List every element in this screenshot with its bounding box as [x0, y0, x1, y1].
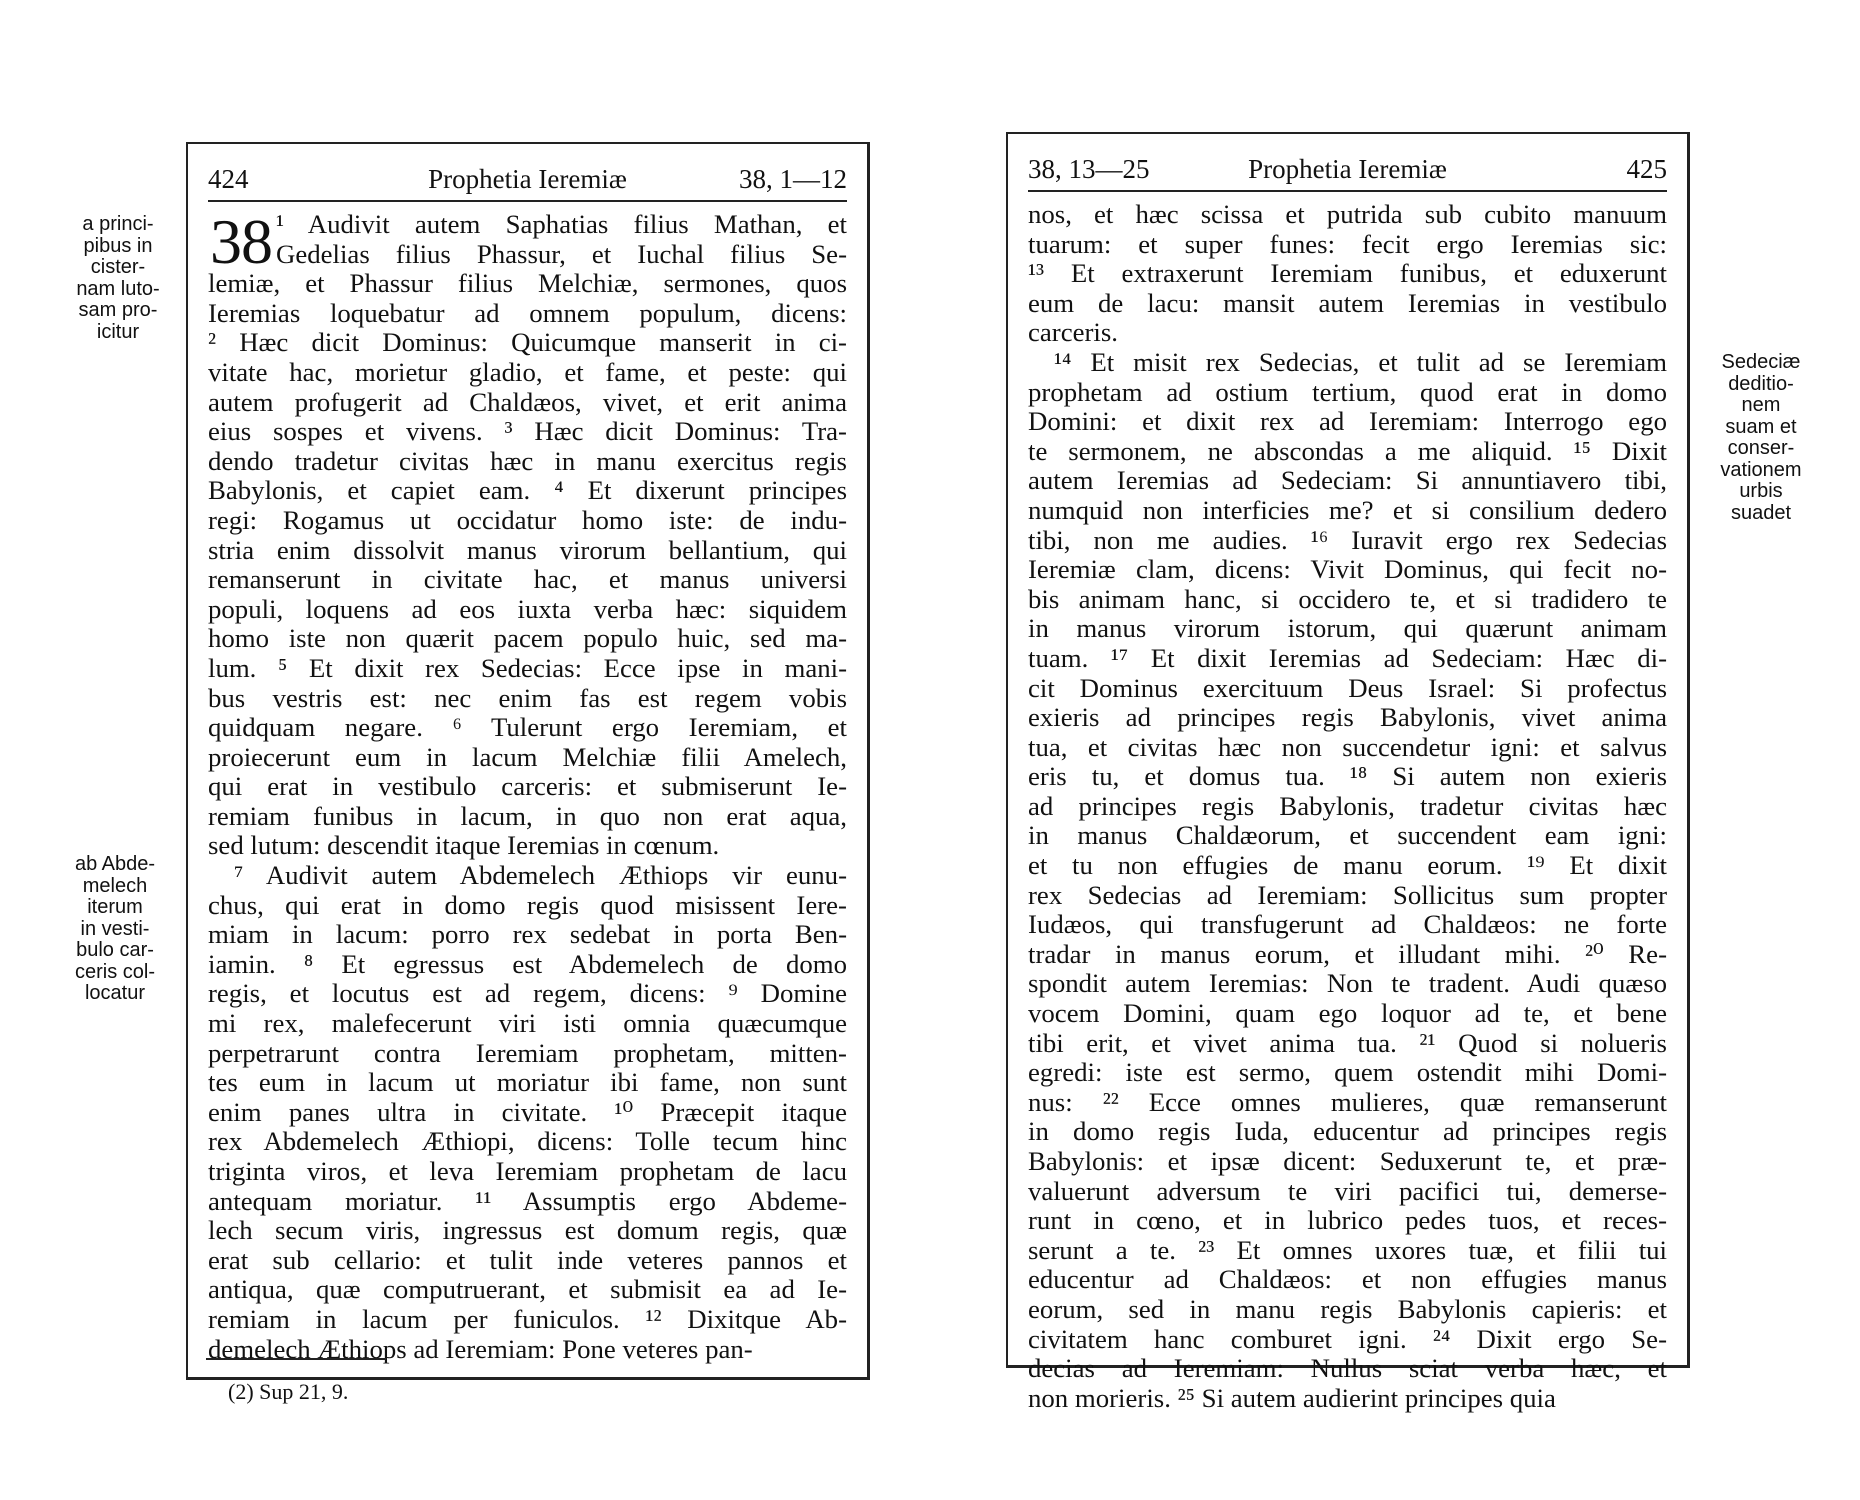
text-line: spondit autem Ieremias: Non te tradent. Audi quæso	[1028, 969, 1667, 999]
margin-note-line: deditio-	[1728, 372, 1794, 395]
text-line: educentur ad Chaldæos: et non effugies manus	[1028, 1265, 1667, 1295]
text-line: prophetam ad ostium tertium, quod erat in domo	[1028, 377, 1667, 407]
page-number: 424	[208, 164, 249, 194]
verse-range: 38, 13—25	[1028, 154, 1150, 184]
text-line: proiecerunt eum in lacum Melchiæ filii Amelech,	[208, 742, 847, 772]
text-line: exieris ad principes regis Babylonis, vivet anima	[1028, 703, 1667, 733]
right-page-header	[1028, 148, 1667, 192]
text-line: Ieremiæ clam, dicens: Vivit Dominus, qui fecit no-	[1028, 555, 1667, 585]
text-line: serunt a te. ²³ Et omnes uxores tuæ, et filii tui	[1028, 1235, 1667, 1265]
margin-note-line: vationem	[1720, 458, 1802, 481]
text-line: dendo tradetur civitas hæc in manu exercitus regis	[208, 446, 847, 476]
text-line: tuarum: et super funes: fecit ergo Ieremias sic:	[1028, 229, 1667, 259]
text-line: lemiæ, et Phassur filius Melchiæ, sermones, quos	[208, 269, 847, 299]
margin-note-line: ceris col-	[74, 960, 155, 983]
text-line: numquid non interficies me? et si consilium dedero	[1028, 495, 1667, 525]
text-line: eorum, sed in manu regis Babylonis capieris: et	[1028, 1294, 1667, 1324]
text-line: in manus virorum istorum, qui quærunt animam	[1028, 614, 1667, 644]
text-line: miam in lacum: porro rex sedebat in porta Ben-	[208, 920, 847, 950]
verse-range: 38, 1—12	[739, 164, 847, 194]
text-line: civitatem hanc comburet igni. ²⁴ Dixit ergo Se-	[1028, 1324, 1667, 1354]
margin-note-line: sam pro-	[78, 299, 158, 321]
text-line: runt in cœno, et in lubrico pedes tuos, et reces-	[1028, 1206, 1667, 1236]
margin-note-left-1	[62, 214, 174, 343]
text-line: egredi: iste est sermo, quem ostendit mihi Domi-	[1028, 1058, 1667, 1088]
text-line: valuerunt adversum te viri pacifici tui, demerse-	[1028, 1176, 1667, 1206]
right-page	[1006, 132, 1690, 1413]
margin-note-line: urbis	[1739, 480, 1783, 502]
margin-note-line: nam luto-	[76, 277, 160, 300]
text-line: Babylonis, et capiet eam. ⁴ Et dixerunt principes	[208, 476, 847, 506]
text-line: tua, et civitas hæc non succendetur igni: et salvus	[1028, 732, 1667, 762]
text-line: lech secum viris, ingressus est domum regis, quæ	[208, 1216, 847, 1246]
text-line: remanserunt in civitate hac, et manus universi	[208, 565, 847, 595]
running-title: Prophetia Ieremiæ	[1248, 154, 1447, 184]
text-line: non morieris. ²⁵ Si autem audierint principes quia	[1028, 1383, 1556, 1413]
text-line: ¹³ Et extraxerunt Ieremiam funibus, et eduxerunt	[1028, 259, 1667, 289]
text-line: triginta viros, et leva Ieremiam prophetam de lacu	[208, 1157, 847, 1186]
text-line: decias ad Ieremiam: Nullus sciat verba hæc, et	[1028, 1354, 1667, 1384]
text-line: erat sub cellario: et tulit inde veteres pannos et	[208, 1245, 847, 1275]
text-line: iamin. ⁸ Et egressus est Abdemelech de domo	[208, 949, 847, 979]
text-line: nos, et hæc scissa et putrida sub cubito manuum	[1028, 200, 1667, 229]
text-line: remiam funibus in lacum, in quo non erat aqua,	[208, 801, 847, 831]
margin-note-left-2	[56, 854, 174, 1005]
text-line: regis, et locutus est ad regem, dicens: ⁹ Domine	[208, 979, 847, 1009]
text-line: Babylonis: et ipsæ dicent: Seduxerunt te, et præ-	[1028, 1147, 1667, 1176]
text-line: ad principes regis Babylonis, tradetur civitas hæc	[1028, 791, 1667, 821]
margin-note-line: conser-	[1727, 437, 1795, 459]
text-line: eum de lacu: mansit autem Ieremias in vestibulo	[1028, 288, 1667, 318]
text-line: Ieremias loquebatur ad omnem populum, dicens:	[208, 298, 847, 328]
text-line: mi rex, malefecerunt viri isti omnia quæcumque	[208, 1009, 847, 1039]
margin-note-line: iterum	[87, 896, 143, 918]
text-line: in manus Chaldæorum, et succendent eam igni:	[1028, 821, 1667, 851]
margin-note-line: pibus in	[83, 234, 153, 257]
text-line: tibi erit, et vivet anima tua. ²¹ Quod si nolueris	[1028, 1028, 1667, 1058]
text-line: ¹⁴ Et misit rex Sedecias, et tulit ad se Ieremiam	[1054, 347, 1667, 377]
text-line: rex Sedecias ad Ieremiam: Sollicitus sum propter	[1028, 880, 1667, 910]
text-line: vitate hac, morietur gladio, et fame, et peste: qui	[208, 357, 847, 387]
text-line: ¹ Audivit autem Saphatias filius Mathan, et	[276, 210, 847, 239]
text-line: quidquam negare. ⁶ Tulerunt ergo Ieremiam, et	[208, 713, 847, 743]
running-title: Prophetia Ieremiæ	[428, 164, 627, 194]
text-line: tes eum in lacum ut moriatur ibi fame, non sunt	[208, 1068, 847, 1098]
margin-note-line: ab Abde-	[74, 853, 156, 875]
text-line: bis animam hanc, si occidero te, et si tradidero te	[1028, 584, 1667, 614]
text-line: qui erat in vestibulo carceris: et submiserunt Ie-	[208, 772, 847, 802]
text-line: tibi, non me audies. ¹⁶ Iuravit ergo rex Sedecias	[1028, 525, 1667, 555]
text-line: autem Ieremias ad Sedeciam: Si annuntiavero tibi,	[1028, 466, 1667, 496]
left-page-header	[208, 158, 847, 202]
text-line: vocem Domini, quam ego loquor ad te, et bene	[1028, 999, 1667, 1029]
text-line: rex Abdemelech Æthiopi, dicens: Tolle tecum hinc	[208, 1127, 847, 1157]
text-line: homo iste non quærit pacem populo huic, sed ma-	[208, 624, 847, 654]
text-line: lum. ⁵ Et dixit rex Sedecias: Ecce ipse in mani-	[208, 653, 847, 683]
margin-note-right-1	[1706, 352, 1816, 524]
text-line: in domo regis Iuda, educentur ad principes regis	[1028, 1117, 1667, 1147]
text-line: perpetrarunt contra Ieremiam prophetam, mitten-	[208, 1038, 847, 1068]
text-line: ² Hæc dicit Dominus: Quicumque manserit in ci-	[208, 328, 847, 358]
margin-note-line: bulo car-	[76, 939, 154, 961]
text-line: remiam in lacum per funiculos. ¹² Dixitque Ab-	[208, 1304, 847, 1334]
left-page-body	[208, 206, 847, 1364]
text-line: tradar in manus eorum, et illudant mihi. ²⁰ Re-	[1028, 939, 1667, 969]
margin-note-line: in vesti-	[80, 917, 150, 940]
text-line: antiqua, quæ computruerant, et submisit ea ad Ie-	[208, 1275, 847, 1305]
margin-note-line: a princi-	[82, 213, 154, 235]
chapter-number: 38	[210, 206, 272, 277]
text-line: te sermonem, ne abscondas a me aliquid. ¹⁵ Dixit	[1028, 436, 1667, 466]
text-line: stria enim dissolvit manus virorum bellantium, qui	[208, 535, 847, 565]
footnote: (2) Sup 21, 9.	[228, 1379, 349, 1404]
text-line: regi: Rogamus ut occidatur homo iste: de indu-	[208, 505, 847, 535]
text-line: enim panes ultra in civitate. ¹⁰ Præcepit itaque	[208, 1097, 847, 1127]
text-line: Iudæos, qui transfugerunt ad Chaldæos: ne forte	[1028, 910, 1667, 940]
text-line: sed lutum: descendit itaque Ieremias in cœnum.	[208, 831, 720, 861]
right-page-body	[1028, 200, 1667, 1413]
text-line: bus vestris est: nec enim fas est regem vobis	[208, 683, 847, 713]
margin-note-line: suadet	[1730, 501, 1792, 524]
margin-note-line: nem	[1741, 394, 1781, 416]
text-line: eris tu, et domus tua. ¹⁸ Si autem non exieris	[1028, 762, 1667, 792]
text-line: Gedelias filius Phassur, et Iuchal filius Se-	[276, 239, 847, 269]
text-line: demelech Æthiops ad Ieremiam: Pone veteres pan-	[208, 1334, 753, 1364]
margin-note-line: locatur	[84, 982, 146, 1004]
text-line: chus, qui erat in domo regis quod misissent Iere-	[208, 890, 847, 920]
text-line: Domini: et dixit rex ad Ieremiam: Interrogo ego	[1028, 407, 1667, 437]
text-line: autem profugerit ad Chaldæos, vivet, et erit anima	[208, 387, 847, 417]
text-line: tuam. ¹⁷ Et dixit Ieremias ad Sedeciam: Hæc di-	[1028, 643, 1667, 673]
margin-note-line: melech	[82, 874, 148, 897]
text-line: antequam moriatur. ¹¹ Assumptis ergo Abdeme-	[208, 1186, 847, 1216]
text-line: et tu non effugies de manu eorum. ¹⁹ Et dixit	[1028, 851, 1667, 881]
margin-note-line: Sedeciæ	[1721, 351, 1801, 373]
margin-note-line: suam et	[1725, 415, 1797, 438]
margin-note-line: cister-	[90, 256, 146, 278]
page-number: 425	[1626, 154, 1667, 184]
text-line: populi, loquens ad eos iuxta verba hæc: siquidem	[208, 594, 847, 624]
text-line: cit Dominus exercituum Deus Israel: Si profectus	[1028, 673, 1667, 703]
text-line: eius sospes et vivens. ³ Hæc dicit Dominus: Tra-	[208, 417, 847, 447]
margin-note-line: icitur	[96, 320, 140, 343]
text-line: nus: ²² Ecce omnes mulieres, quæ remanserunt	[1028, 1087, 1667, 1117]
text-line: carceris.	[1028, 318, 1118, 348]
left-page	[186, 142, 870, 1404]
text-line: ⁷ Audivit autem Abdemelech Æthiops vir eunu-	[234, 861, 847, 891]
footnote-rule	[206, 1358, 386, 1360]
